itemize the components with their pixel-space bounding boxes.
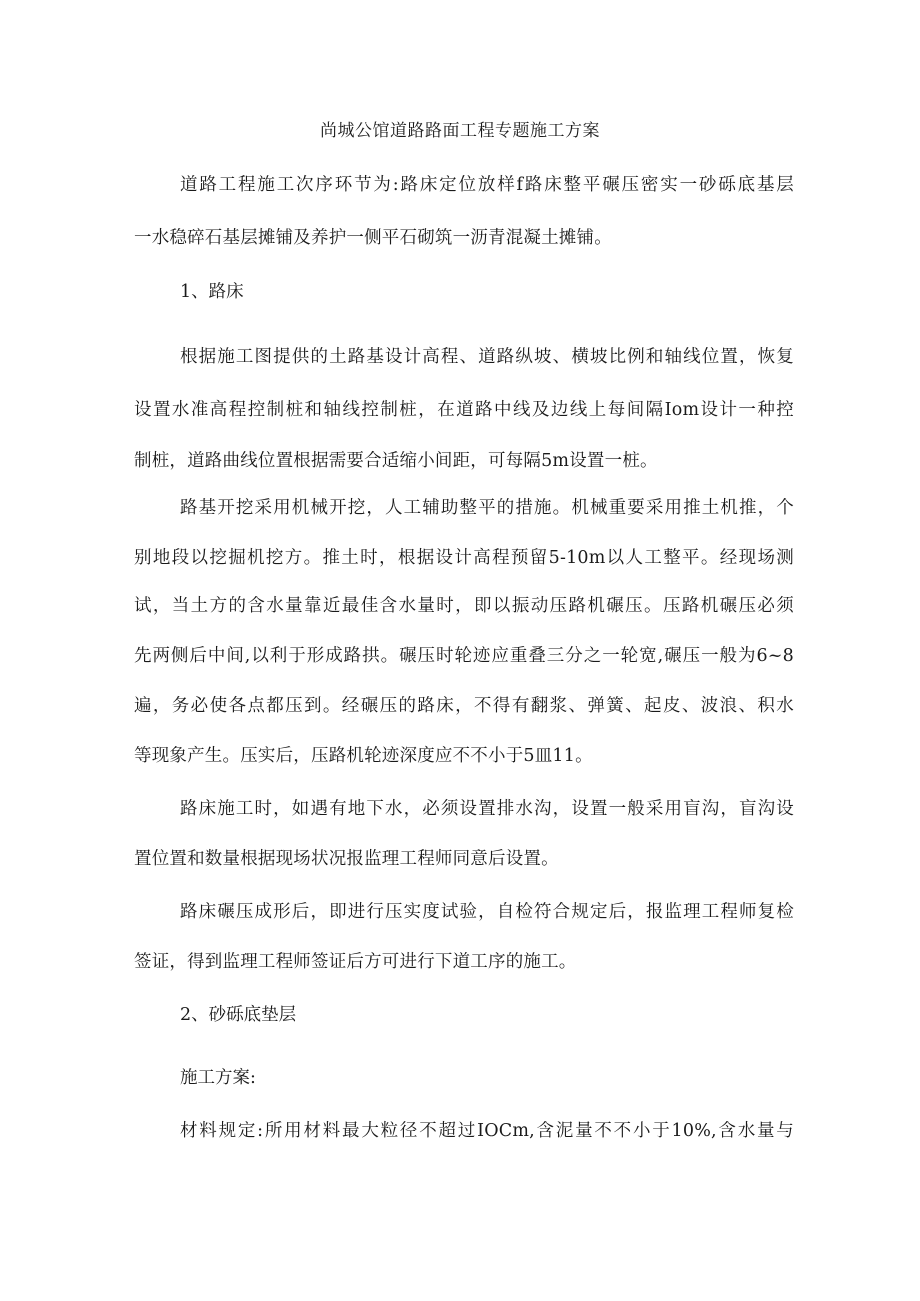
paragraph-line: 制桩，道路曲线位置根据需要合适缩小间距，可每隔5m设置一桩。 bbox=[134, 451, 658, 471]
paragraph-line: 设置水准高程控制桩和轴线控制桩，在道路中线及边线上每间隔Iom设计一种控 bbox=[134, 400, 794, 420]
paragraph-line: 根据施工图提供的土路基设计高程、道路纵坡、横坡比例和轴线位置，恢复 bbox=[180, 347, 794, 367]
paragraph-line: 签证，得到监理工程师签证后方可进行下道工序的施工。 bbox=[134, 952, 577, 972]
section-heading-gravel-subbase: 2、砂砾底垫层 bbox=[180, 1005, 297, 1025]
paragraph-line: 路床施工时，如遇有地下水，必须设置排水沟，设置一般采用盲沟，盲沟设 bbox=[180, 799, 794, 819]
intro-line: 一水稳碎石基层摊铺及养护一侧平石砌筑一沥青混凝土摊铺。 bbox=[134, 228, 612, 248]
paragraph-line: 路床碾压成形后，即进行压实度试验，自检符合规定后，报监理工程师复检 bbox=[180, 902, 794, 922]
paragraph-line: 材料规定:所用材料最大粒径不超过IOCm,含泥量不不小于10%,含水量与 bbox=[180, 1121, 794, 1141]
document-title: 尚城公馆道路路面工程专题施工方案 bbox=[320, 121, 600, 141]
paragraph-line: 别地段以挖掘机挖方。推土时，根据设计高程预留5-10m以人工整平。经现场测 bbox=[134, 548, 794, 568]
paragraph-line: 试，当土方的含水量靠近最佳含水量时，即以振动压路机碾压。压路机碾压必须 bbox=[134, 596, 794, 616]
intro-line: 道路工程施工次序环节为:路床定位放样f路床整平碾压密实一砂砾底基层 bbox=[180, 175, 794, 195]
paragraph-line: 置位置和数量根据现场状况报监理工程师同意后设置。 bbox=[134, 849, 559, 869]
section-heading-roadbed: 1、路床 bbox=[180, 282, 244, 302]
subheading-construction-plan: 施工方案: bbox=[180, 1068, 256, 1088]
paragraph-line: 先两侧后中间,以利于形成路拱。碾压时轮迹应重叠三分之一轮宽,碾压一般为6~8 bbox=[134, 646, 794, 666]
paragraph-line: 等现象产生。压实后，压路机轮迹深度应不不小于5皿11。 bbox=[134, 746, 593, 766]
paragraph-line: 路基开挖采用机械开挖，人工辅助整平的措施。机械重要采用推土机推，个 bbox=[180, 498, 794, 518]
paragraph-line: 遍，务必使各点都压到。经碾压的路床，不得有翻浆、弹簧、起皮、波浪、积水 bbox=[134, 696, 794, 716]
